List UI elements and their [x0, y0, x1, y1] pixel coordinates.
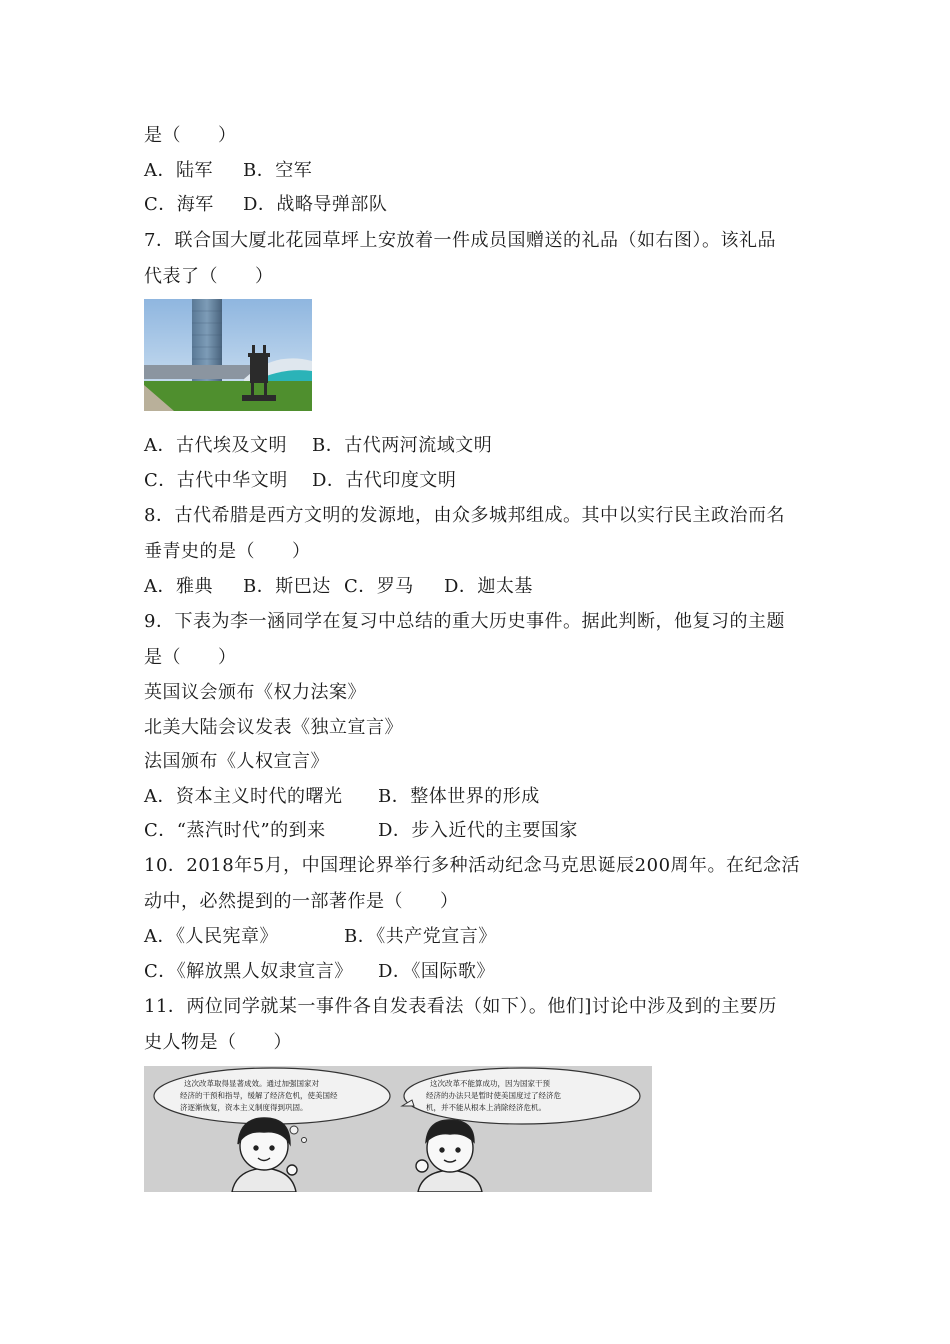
- left-bubble-line-2: 经济的干预和指导，缓解了经济危机，使美国经: [180, 1091, 338, 1100]
- q6-option-a: A．陆军: [144, 160, 213, 181]
- q10-option-c: C．《解放黑人奴隶宣言》: [144, 961, 353, 982]
- q7-option-c: C．古代中华文明: [144, 470, 288, 491]
- q9-event-1: 英国议会颁布《权力法案》: [144, 682, 366, 703]
- left-bubble-line-3: 济逐渐恢复，资本主义制度得到巩固。: [180, 1103, 308, 1112]
- q9-option-c: C．“蒸汽时代”的到来: [144, 820, 326, 841]
- q9-event-3: 法国颁布《人权宣言》: [144, 751, 329, 772]
- q6-option-d: D．战略导弹部队: [243, 194, 388, 215]
- right-bubble-line-1: 这次改革不能算成功，因为国家干预: [430, 1079, 550, 1088]
- un-headquarters-photo: [144, 299, 312, 411]
- q9-option-d: D．步入近代的主要国家: [378, 820, 578, 841]
- q10-stem-line1: 10．2018年5月，中国理论界举行多种活动纪念马克思诞辰200周年。在纪念活: [144, 855, 801, 876]
- q6-stem-end: 是（ ）: [144, 125, 237, 146]
- q7-stem-line1: 7．联合国大厦北花园草坪上安放着一件成员国赠送的礼品（如右图）。该礼品: [144, 230, 776, 251]
- left-bubble-line-1: 这次改革取得显著成效。通过加强国家对: [184, 1079, 319, 1088]
- q8-stem-line2: 垂青史的是（ ）: [144, 541, 311, 562]
- q6-option-c: C．海军: [144, 194, 214, 215]
- right-bubble-line-3: 机，并不能从根本上消除经济危机。: [426, 1103, 546, 1112]
- q7-option-b: B．古代两河流域文明: [312, 435, 493, 456]
- q8-option-c: C．罗马: [344, 576, 414, 597]
- q10-option-b: B．《共产党宣言》: [344, 926, 497, 947]
- q8-option-b: B．斯巴达: [243, 576, 331, 597]
- q9-event-2: 北美大陆会议发表《独立宣言》: [144, 717, 403, 738]
- q9-option-a: A．资本主义时代的曙光: [144, 786, 343, 807]
- q7-option-a: A．古代埃及文明: [144, 435, 287, 456]
- q9-option-b: B．整体世界的形成: [378, 786, 540, 807]
- q10-option-a: A．《人民宪章》: [144, 926, 278, 947]
- q9-stem-line2: 是（ ）: [144, 647, 237, 668]
- q11-stem-line1: 11．两位同学就某一事件各自发表看法（如下）。他们]讨论中涉及到的主要历: [144, 996, 777, 1017]
- q8-stem-line1: 8．古代希腊是西方文明的发源地，由众多城邦组成。其中以实行民主政治而名: [144, 505, 785, 526]
- q8-option-d: D．迦太基: [444, 576, 533, 597]
- q6-option-b: B．空军: [243, 160, 313, 181]
- q10-stem-line2: 动中，必然提到的一部著作是（ ）: [144, 891, 459, 912]
- q10-option-d: D．《国际歌》: [378, 961, 495, 982]
- q7-option-d: D．古代印度文明: [312, 470, 457, 491]
- q7-stem-line2: 代表了（ ）: [144, 266, 274, 287]
- q11-stem-line2: 史人物是（ ）: [144, 1032, 292, 1053]
- q8-option-a: A．雅典: [144, 576, 213, 597]
- q9-stem-line1: 9．下表为李一涵同学在复习中总结的重大历史事件。据此判断，他复习的主题: [144, 611, 785, 632]
- students-discussion-cartoon: [144, 1066, 652, 1192]
- right-bubble-line-2: 经济的办法只是暂时使美国度过了经济危: [426, 1091, 561, 1100]
